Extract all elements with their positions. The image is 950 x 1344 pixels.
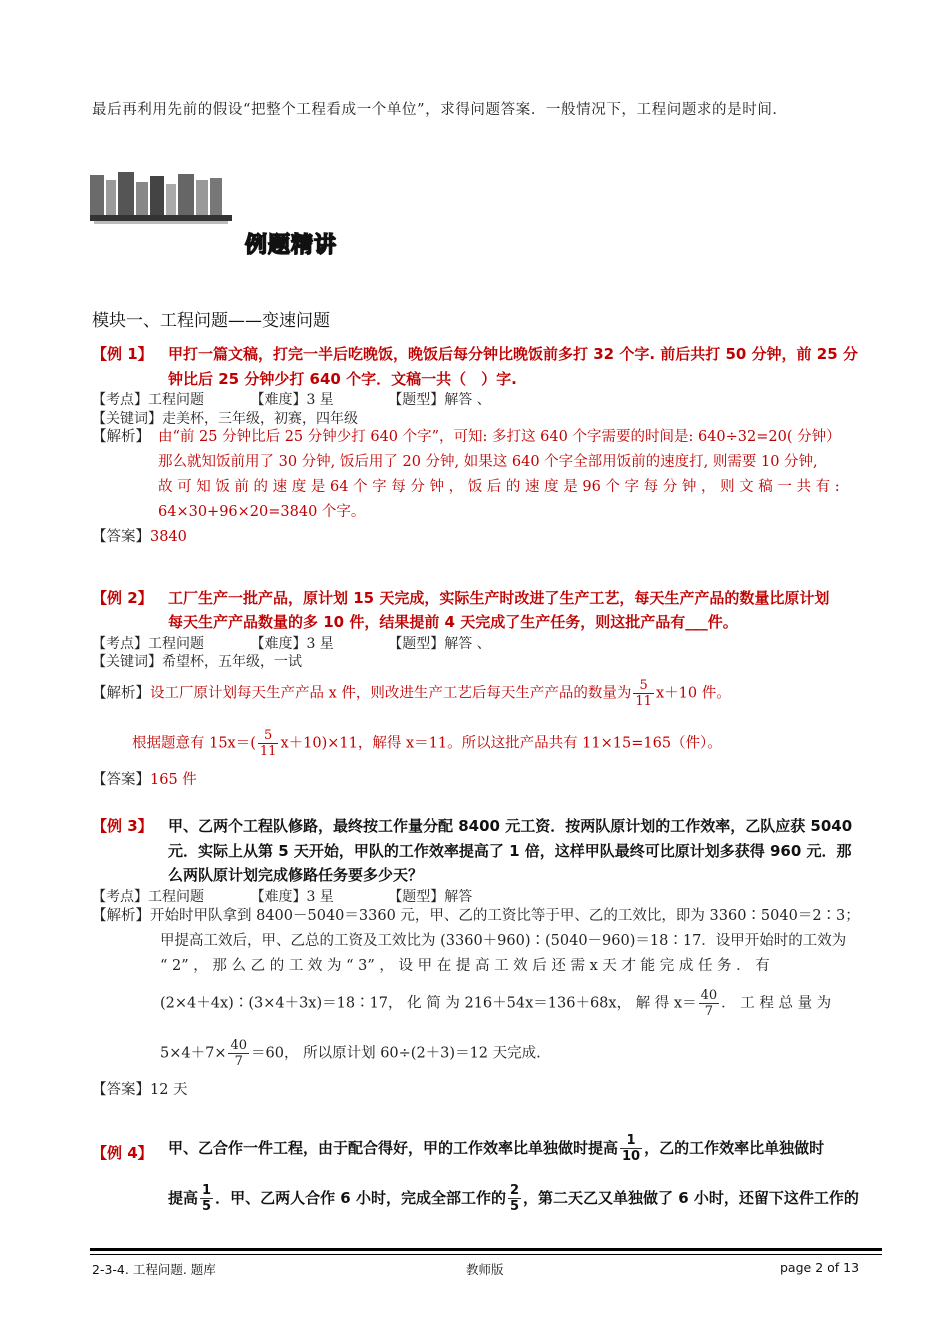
answer-label: 【答案】 xyxy=(92,1082,150,1098)
nandu-label: 【难度】 xyxy=(250,392,307,408)
example-3-question-line3: 么两队原计划完成修路任务要多少天？ xyxy=(168,866,424,884)
tixing-value: 解答 、 xyxy=(444,392,491,408)
example-1-analysis-line1: 由“前 25 分钟比后 25 分钟少打 640 个字”，可知: 多打这 640 个字需要的时间是: 640÷32=20( 分钟） xyxy=(158,429,841,445)
answer-value: 3840 xyxy=(150,529,187,545)
keywords-value: 走美杯，三年级，初赛，四年级 xyxy=(162,411,358,427)
fraction-40-7 xyxy=(699,988,720,1019)
example-3-meta-row xyxy=(92,886,472,906)
example-3-tag: 【例 3】 xyxy=(92,817,153,835)
module-title: 模块一、工程问题——变速问题 xyxy=(92,311,330,331)
answer-value: 12 天 xyxy=(150,1082,188,1098)
footer-left: 2-3-4. 工程问题. 题库 xyxy=(92,1262,216,1277)
fraction-numerator: 40 xyxy=(230,1038,248,1053)
example-1-meta-row xyxy=(92,389,491,409)
example-3-analysis-line3: “ 2” ， 那 么 乙 的 工 效 为 “ 3” ， 设 甲 在 提 高 工 效 后 还 需 x 天 才 能 完 成 任 务 ． 有 xyxy=(160,958,770,974)
nandu-label: 【难度】 xyxy=(250,636,307,652)
example-2-tag: 【例 2】 xyxy=(92,589,153,607)
example-1-answer xyxy=(92,525,187,550)
fraction-2-5 xyxy=(508,1183,521,1214)
example-3-question-line2: 元．实际上从第 5 天开始，甲队的工作效率提高了 1 倍，这样甲队最终可比原计划多获得 960 元．那 xyxy=(168,842,852,860)
example-1-analysis-line3: 故 可 知 饭 前 的 速 度 是 64 个 字 每 分 钟 ， 饭 后 的 速 度 是 96 个 字 每 分 钟 ， 则 文 稿 一 共 有 : xyxy=(158,479,840,495)
fraction-5-11 xyxy=(258,728,279,759)
kaodian-value: 工程问题 xyxy=(148,392,204,408)
example-3-analysis-line2: 甲提高工效后，甲、乙总的工资及工效比为 (3360＋960)∶(5040－960)＝18∶17．设甲开始时的工效为 xyxy=(160,933,847,949)
analysis-text-a: (2×4＋4x)∶(3×4＋3x)＝18∶17， 化 简 为 216＋54x＝136＋68x， 解 得 x＝ xyxy=(160,995,697,1012)
example-1-analysis-label: 【解析】 xyxy=(92,429,150,445)
fraction-numerator: 5 xyxy=(633,678,654,694)
example-2-analysis-line1 xyxy=(92,678,731,709)
keywords-value: 希望杯，五年级，一试 xyxy=(162,654,302,670)
section-banner xyxy=(90,170,370,265)
analysis-text-a: 5×4＋7× xyxy=(160,1045,227,1062)
fraction-denominator: 5 xyxy=(202,1199,212,1214)
example-3-question-line1: 甲、乙两个工程队修路，最终按工作量分配 8400 元工资．按两队原计划的工作效率，乙队应获 5040 xyxy=(168,817,853,835)
analysis-text-b: ． 工 程 总 量 为 xyxy=(721,995,832,1012)
kaodian-label: 【考点】 xyxy=(92,636,148,652)
tixing-label: 【题型】 xyxy=(388,889,445,905)
example-2-analysis-line2 xyxy=(132,728,722,759)
analysis-text-a: 设工厂原计划每天生产产品 x 件，则改进生产工艺后每天生产产品的数量为 xyxy=(150,685,632,702)
fraction-1-5 xyxy=(200,1183,213,1214)
fraction-numerator: 2 xyxy=(509,1183,519,1198)
fraction-denominator: 5 xyxy=(509,1199,519,1214)
example-3-analysis-line4 xyxy=(160,988,831,1019)
example-1-analysis-line2: 那么就知饭前用了 30 分钟, 饭后用了 20 分钟, 如果这 640 个字全部用饭前的速度打, 则需要 10 分钟, xyxy=(158,454,818,470)
example-4-question-line2 xyxy=(168,1183,859,1214)
example-2-question-line2: 每天生产产品数量的多 10 件，结果提前 4 天完成了生产任务，则这批产品有___件。 xyxy=(168,613,738,631)
example-2-answer xyxy=(92,768,197,793)
example-1-analysis-line4: 64×30+96×20=3840 个字。 xyxy=(158,504,366,520)
example-4-tag: 【例 4】 xyxy=(92,1144,153,1162)
nandu-value: 3 星 xyxy=(306,392,334,408)
tixing-label: 【题型】 xyxy=(388,392,445,408)
answer-value: 165 件 xyxy=(150,772,197,788)
analysis-text-b: x＋10 件。 xyxy=(655,685,731,702)
tixing-label: 【题型】 xyxy=(388,636,445,652)
answer-label: 【答案】 xyxy=(92,772,150,788)
analysis-text: 开始时甲队拿到 8400－5040＝3360 元，甲、乙的工资比等于甲、乙的工效比，即为 3360∶5040＝2∶3； xyxy=(150,908,860,924)
kaodian-label: 【考点】 xyxy=(92,889,148,905)
example-1-question-line1: 甲打一篇文稿，打完一半后吃晚饭，晚饭后每分钟比晚饭前多打 32 个字. 前后共打 50 分钟，前 25 分 xyxy=(168,345,858,363)
banner-title: 例题精讲 xyxy=(245,233,338,258)
question-text-a: 甲、乙合作一件工程，由于配合得好，甲的工作效率比单独做时提高 xyxy=(168,1139,619,1157)
example-1-tag: 【例 1】 xyxy=(92,345,153,363)
fraction-numerator: 40 xyxy=(700,988,718,1003)
fraction-denominator: 11 xyxy=(259,744,277,759)
nandu-label: 【难度】 xyxy=(250,889,307,905)
fraction-1-10 xyxy=(620,1133,642,1164)
kaodian-label: 【考点】 xyxy=(92,392,148,408)
footer-center: 教师版 xyxy=(466,1262,504,1277)
fraction-numerator: 1 xyxy=(202,1183,212,1198)
example-3-analysis-line5 xyxy=(160,1038,541,1069)
keywords-label: 【关键词】 xyxy=(92,411,162,427)
example-2-question-line1: 工厂生产一批产品，原计划 15 天完成，实际生产时改进了生产工艺，每天生产产品的数量比原计划 xyxy=(168,589,830,607)
example-4-question-line1 xyxy=(168,1133,824,1164)
question-text-b: ．甲、乙两人合作 6 小时，完成全部工作的 xyxy=(215,1189,506,1207)
example-2-keywords xyxy=(92,651,302,671)
kaodian-value: 工程问题 xyxy=(148,889,204,905)
footer-page-number: page 2 of 13 xyxy=(780,1260,860,1275)
keywords-label: 【关键词】 xyxy=(92,654,162,670)
fraction-5-11 xyxy=(633,678,654,709)
example-3-answer xyxy=(92,1078,188,1103)
intro-text: 最后再利用先前的假设“把整个工程看成一个单位”，求得问题答案．一般情况下，工程问题求的是时间． xyxy=(92,102,788,118)
nandu-value: 3 星 xyxy=(306,636,334,652)
question-text-a: 提高 xyxy=(168,1189,199,1207)
question-text-c: ，第二天乙又单独做了 6 小时，还留下这件工作的 xyxy=(523,1189,859,1207)
example-2-meta-row xyxy=(92,633,491,653)
fraction-numerator: 5 xyxy=(258,728,279,744)
tixing-value: 解答 、 xyxy=(444,636,491,652)
fraction-numerator: 1 xyxy=(620,1133,642,1149)
nandu-value: 3 星 xyxy=(306,889,334,905)
analysis-text-b: ＝60， 所以原计划 60÷(2＋3)＝12 天完成. xyxy=(251,1045,541,1062)
footer-rule-thin xyxy=(90,1254,882,1255)
analysis-label: 【解析】 xyxy=(92,685,150,702)
footer-rule-thick xyxy=(90,1248,882,1251)
analysis-label: 【解析】 xyxy=(92,908,150,924)
tixing-value: 解答 xyxy=(444,889,473,905)
fraction-40-7 xyxy=(228,1038,249,1069)
fraction-denominator: 10 xyxy=(622,1149,641,1164)
kaodian-value: 工程问题 xyxy=(148,636,204,652)
fraction-denominator: 7 xyxy=(234,1054,243,1069)
answer-label: 【答案】 xyxy=(92,529,150,545)
question-text-b: ，乙的工作效率比单独做时 xyxy=(644,1139,825,1157)
example-1-question-line2: 钟比后 25 分钟少打 640 个字．文稿一共（ ）字. xyxy=(168,370,517,388)
fraction-denominator: 11 xyxy=(635,694,652,709)
analysis-text-b: x＋10)×11，解得 x＝11。所以这批产品共有 11×15=165（件）。 xyxy=(280,735,722,752)
analysis-text-a: 根据题意有 15x＝( xyxy=(132,735,256,752)
fraction-denominator: 7 xyxy=(704,1004,713,1019)
example-3-analysis-line1 xyxy=(92,904,860,929)
